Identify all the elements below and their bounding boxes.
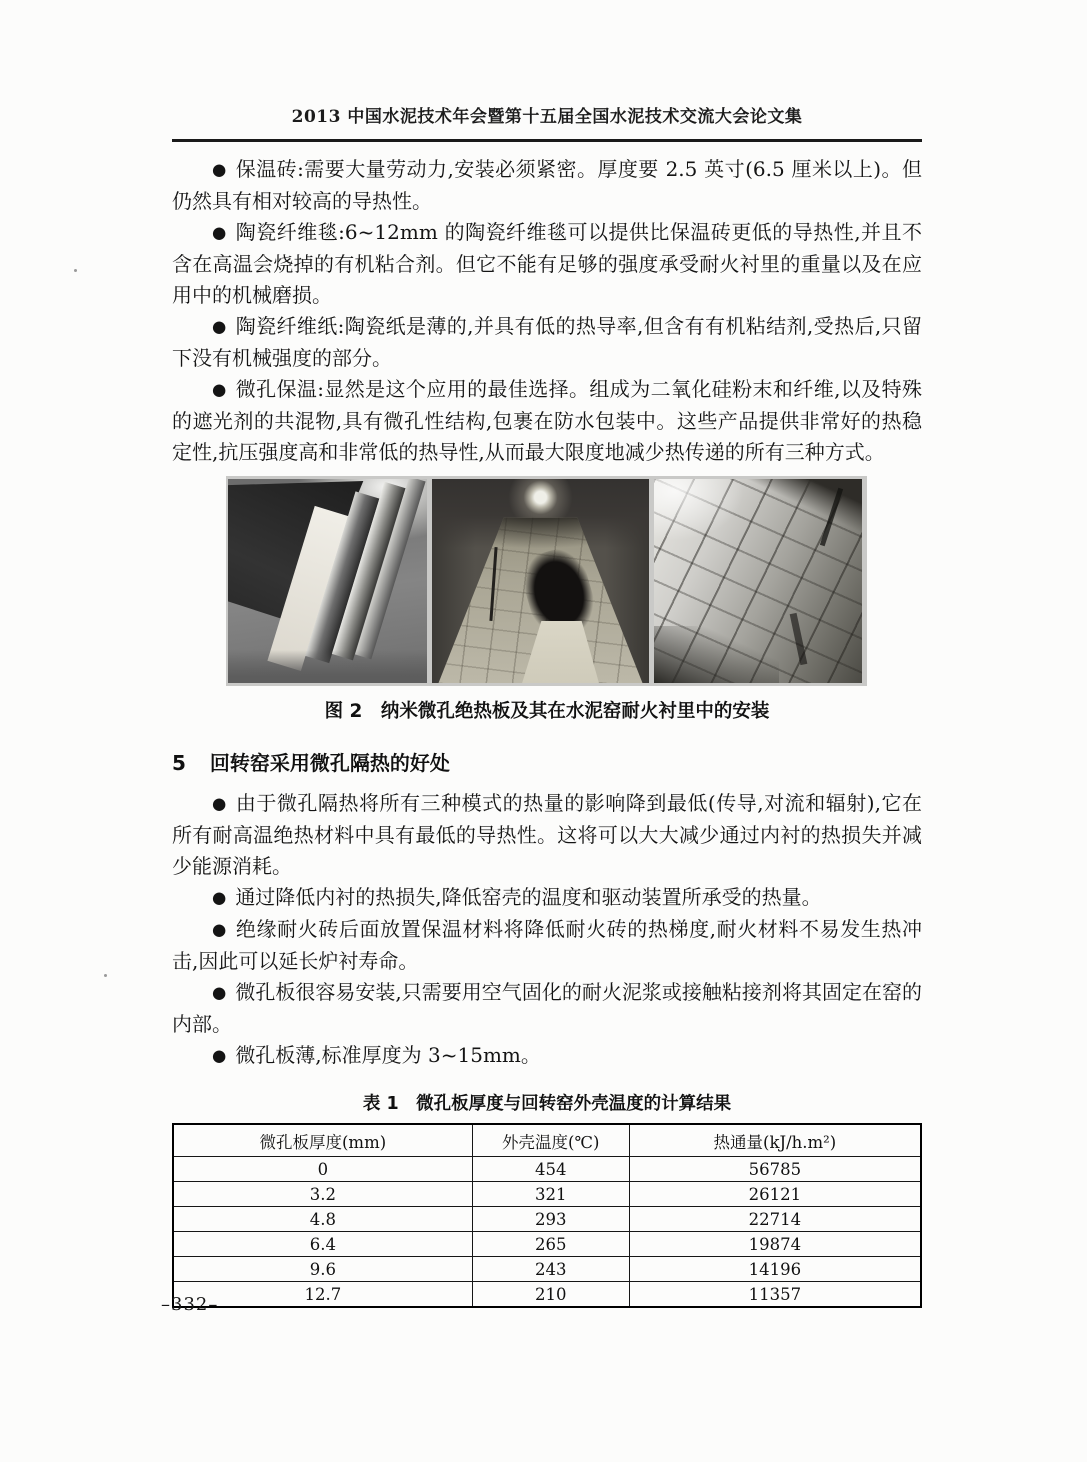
cell-thickness: 3.2: [173, 1182, 472, 1207]
cell-thickness: 12.7: [173, 1282, 472, 1308]
scan-speck: [104, 974, 107, 977]
section-number: 5: [172, 751, 186, 775]
bullet-icon: ●: [212, 160, 227, 179]
col-header-heat-flux: 热通量(kJ/h.m²): [629, 1124, 921, 1157]
paragraph-insulating-brick: [172, 154, 922, 217]
benefit-thermal-gradient: [172, 914, 922, 977]
cell-heat-flux: 11357: [629, 1282, 921, 1308]
section-title: 回转窑采用微孔隔热的好处: [209, 751, 450, 775]
benefit-thin-panel: [172, 1040, 922, 1072]
cell-heat-flux: 14196: [629, 1257, 921, 1282]
photo-kiln-interior: [432, 479, 649, 683]
running-header: 2013 中国水泥技术年会暨第十五届全国水泥技术交流大会论文集: [291, 107, 803, 127]
figure-caption: 图 2 纳米微孔绝热板及其在水泥窑耐火衬里中的安装: [324, 701, 770, 722]
page-content: [172, 102, 922, 1308]
cell-thickness: 0: [173, 1157, 472, 1182]
cell-heat-flux: 22714: [629, 1207, 921, 1232]
photo-floor-shadow: [228, 650, 427, 683]
photo-brick-lining: [654, 479, 862, 683]
cell-heat-flux: 56785: [629, 1157, 921, 1182]
results-table: [172, 1123, 922, 1308]
cell-shell-temp: 321: [472, 1182, 629, 1207]
col-header-shell-temp: 外壳温度(℃): [472, 1124, 629, 1157]
cell-thickness: 4.8: [173, 1207, 472, 1232]
bullet-icon: ●: [212, 380, 227, 399]
bullet-icon: ●: [212, 223, 227, 242]
paragraph-text: 绝缘耐火砖后面放置保温材料将降低耐火砖的热梯度,耐火材料不易发生热冲击,因此可以延长炉衬寿命。: [172, 917, 922, 973]
paragraph-text: 通过降低内衬的热损失,降低窑壳的温度和驱动装置所承受的热量。: [235, 885, 822, 909]
paragraph-text: 保温砖:需要大量劳动力,安装必须紧密。厚度要 2.5 英寸(6.5 厘米以上)。但仍然具有相对较高的导热性。: [172, 157, 922, 213]
intro-paragraphs: [172, 154, 922, 468]
paragraph-text: 陶瓷纤维毯:6~12mm 的陶瓷纤维毯可以提供比保温砖更低的导热性,并且不含在高温会烧掉的有机粘合剂。但它不能有足够的强度承受耐火衬里的重量以及在应用中的机械磨损。: [172, 220, 922, 307]
scan-speck: [74, 269, 77, 272]
photo-insulation-boards: [228, 479, 427, 683]
table-row: [173, 1282, 921, 1308]
bullet-icon: ●: [212, 983, 227, 1002]
paragraph-ceramic-fiber-paper: [172, 311, 922, 374]
bullet-icon: ●: [212, 317, 227, 336]
paragraph-text: 微孔板薄,标准厚度为 3~15mm。: [235, 1043, 541, 1067]
table-row: [173, 1182, 921, 1207]
table-row: [173, 1232, 921, 1257]
cell-thickness: 6.4: [173, 1232, 472, 1257]
col-header-thickness: 微孔板厚度(mm): [173, 1124, 472, 1157]
benefit-easy-install: [172, 977, 922, 1040]
paragraph-microporous-insulation: [172, 374, 922, 468]
cell-shell-temp: 210: [472, 1282, 629, 1308]
bullet-icon: ●: [212, 888, 227, 907]
photo-dark-wedge: [654, 626, 779, 683]
paragraph-text: 微孔保温:显然是这个应用的最佳选择。组成为二氧化硅粉末和纤维,以及特殊的遮光剂的共混物,具有微孔性结构,包裹在防水包装中。这些产品提供非常好的热稳定性,抗压强度高和非常低的热导性,从而最大限度地减少热传递的所有三种方式。: [172, 377, 922, 464]
paragraph-text: 微孔板很容易安装,只需要用空气固化的耐火泥浆或接触粘接剂将其固定在窑的内部。: [172, 980, 922, 1036]
cell-heat-flux: 19874: [629, 1232, 921, 1257]
cell-heat-flux: 26121: [629, 1182, 921, 1207]
table-caption: 表 1 微孔板厚度与回转窑外壳温度的计算结果: [362, 1094, 732, 1114]
cell-shell-temp: 243: [472, 1257, 629, 1282]
cell-thickness: 9.6: [173, 1257, 472, 1282]
cell-shell-temp: 454: [472, 1157, 629, 1182]
bullet-icon: ●: [212, 794, 227, 813]
section-heading: [172, 747, 922, 776]
paragraph-ceramic-fiber-blanket: [172, 217, 922, 311]
table-row: [173, 1207, 921, 1232]
header-rule: [172, 139, 922, 142]
page-number: –332–: [161, 1294, 219, 1315]
paragraph-text: 由于微孔隔热将所有三种模式的热量的影响降到最低(传导,对流和辐射),它在所有耐高温绝热材料中具有最低的导热性。这将可以大大减少通过内衬的热损失并减少能源消耗。: [172, 791, 922, 878]
table-row: [173, 1257, 921, 1282]
benefit-shell-temperature: [172, 882, 922, 914]
benefit-paragraphs: [172, 788, 922, 1072]
figure-photo-strip: [226, 476, 867, 686]
paragraph-text: 陶瓷纤维纸:陶瓷纸是薄的,并具有低的热导率,但含有有机粘结剂,受热后,只留下没有机械强度的部分。: [172, 314, 922, 370]
bullet-icon: ●: [212, 1046, 227, 1065]
benefit-heat-modes: [172, 788, 922, 882]
table-header-row: [173, 1124, 921, 1157]
cell-shell-temp: 293: [472, 1207, 629, 1232]
table-row: [173, 1157, 921, 1182]
cell-shell-temp: 265: [472, 1232, 629, 1257]
bullet-icon: ●: [212, 920, 227, 939]
